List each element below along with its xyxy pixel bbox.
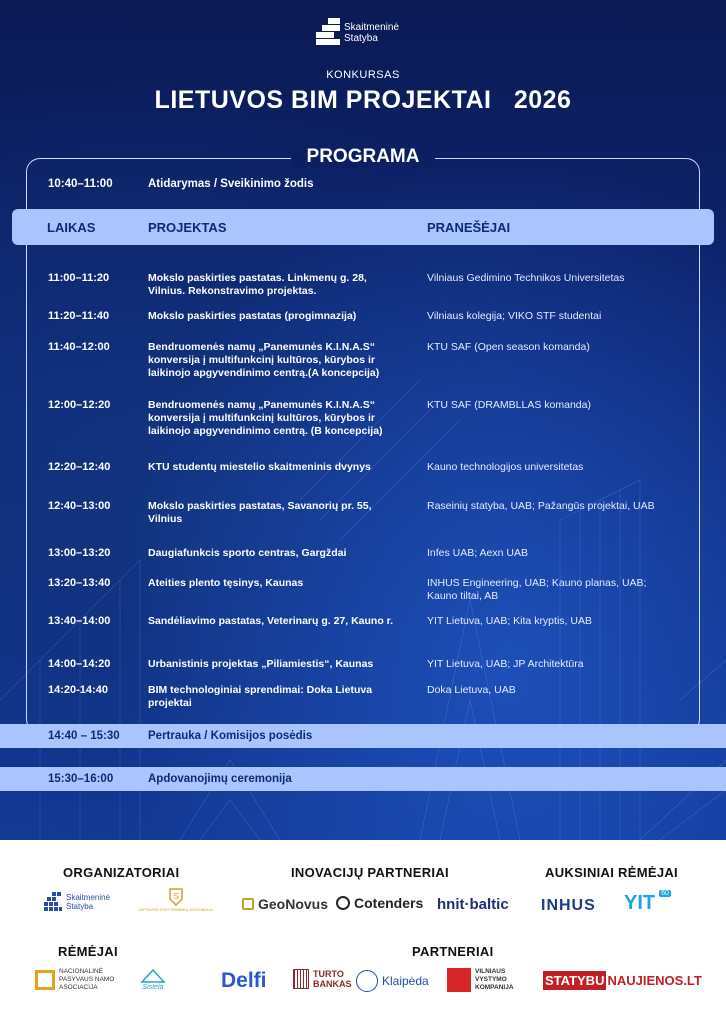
- row-speakers: INHUS Engineering, UAB; Kauno planas, UAB; Kauno tiltai, AB: [427, 577, 647, 602]
- sponsors-section: [0, 840, 726, 1024]
- row-time: 11:00–11:20: [48, 272, 110, 284]
- opening-row: [48, 178, 314, 190]
- row-project: Bendruomenės namų „Panemunės K.I.N.A.S“ konversija į multifunkcinį kultūros, kūrybos ir laikinojo apgyvendinimo centrą.(A koncepcija): [148, 341, 380, 379]
- row-time: 12:00–12:20: [48, 399, 111, 411]
- logo-squares-icon: [316, 18, 340, 48]
- break-band: [0, 724, 726, 748]
- row-time: 13:20–13:40: [48, 577, 111, 589]
- statybu-naujienos-logo: [543, 971, 703, 990]
- brand-line1: Skaitmeninė: [344, 22, 400, 33]
- geonovus-logo: [242, 896, 328, 912]
- delfi-logo: [221, 969, 267, 993]
- row-project: Bendruomenės namų „Panemunės K.I.N.A.S“ konversija į multifunkcinį kultūros, kūrybos ir laikinojo apgyvendinimo centrą. (B koncepcija): [148, 399, 383, 437]
- org-logo1-line2: Statyba: [66, 902, 94, 911]
- naujienos-text: NAUJIENOS.LT: [607, 973, 702, 988]
- turto-mark-icon: [293, 969, 309, 989]
- sistela-logo: [140, 968, 166, 991]
- row-speakers: YIT Lietuva, UAB; JP Architektūra: [427, 658, 584, 670]
- row-time: 13:40–14:00: [48, 615, 111, 627]
- sistela-text: Sistela: [142, 984, 164, 991]
- row-speakers: Infes UAB; Aexn UAB: [427, 547, 528, 559]
- opening-label: Atidarymas / Sveikinimo žodis: [148, 178, 314, 190]
- partners-heading: PARTNERIAI: [412, 944, 494, 959]
- innovation-partners-heading: INOVACIJŲ PARTNERIAI: [291, 865, 449, 880]
- vvk-mark-icon: [447, 968, 471, 992]
- row-project: Daugiafunkcis sporto centras, Gargždai: [148, 547, 347, 559]
- supporters-heading: RĖMĖJAI: [58, 944, 118, 959]
- statybu-text: STATYBU: [545, 973, 605, 988]
- row-time: 12:40–13:00: [48, 500, 111, 512]
- column-speakers: PRANEŠĖJAI: [427, 219, 511, 235]
- hnit-text: hnit·baltic: [437, 896, 509, 913]
- organizers-heading: ORGANIZATORIAI: [63, 865, 180, 880]
- vilniaus-vystymo-kompanija-logo: [447, 968, 514, 992]
- row-project: Mokslo paskirties pastatas (progimnazija): [148, 310, 357, 322]
- org-logo1-line1: Skaitmeninė: [66, 893, 111, 902]
- row-project: Urbanistinis projektas „Piliamiestis“, Kaunas: [148, 658, 374, 670]
- yit-logo: [624, 892, 671, 915]
- svg-text:S: S: [173, 892, 179, 901]
- program-label: PROGRAMA: [291, 146, 435, 168]
- row-project: Mokslo paskirties pastatas, Savanorių pr. 55, Vilnius: [148, 500, 372, 525]
- skaitmenine-statyba-sponsor-logo: [44, 892, 110, 912]
- inhus-text: INHUS: [541, 897, 596, 914]
- geonovus-text: GeoNovus: [258, 896, 329, 912]
- statybininku-asociacija-logo: [138, 888, 214, 912]
- yit-text: YIT: [624, 892, 656, 914]
- vvk-line3: KOMPANIJA: [475, 984, 514, 991]
- row-time: 14:20-14:40: [48, 684, 108, 696]
- npna-line1: NACIONALINĖ: [59, 968, 104, 975]
- brand-line2: Statyba: [344, 33, 378, 44]
- contest-kicker: KONKURSAS: [326, 69, 400, 81]
- table-header: [12, 209, 714, 245]
- logo-squares-icon: [44, 892, 62, 912]
- cotenders-logo: [336, 895, 423, 911]
- row-speakers: Doka Lietuva, UAB: [427, 684, 516, 696]
- inhus-logo: [541, 897, 596, 915]
- vvk-line2: VYSTYMO: [475, 976, 507, 983]
- cotenders-text: Cotenders: [354, 895, 424, 911]
- row-speakers: KTU SAF (Open season komanda): [427, 341, 590, 353]
- gold-sponsors-heading: AUKSINIAI RĖMĖJAI: [545, 865, 678, 880]
- row-time: 12:20–12:40: [48, 461, 111, 473]
- cotenders-mark-icon: [336, 896, 350, 910]
- delfi-text: Delfi: [221, 969, 267, 992]
- npna-line2: PASYVAUS NAMO: [59, 976, 115, 983]
- row-time: 14:00–14:20: [48, 658, 111, 670]
- npna-mark-icon: [35, 970, 55, 990]
- shield-icon: [168, 888, 184, 906]
- row-speakers: Vilniaus Gedimino Technikos Universitetas: [427, 272, 625, 284]
- skaitmenine-statyba-logo: [316, 15, 412, 51]
- klaipeda-logo: [356, 970, 429, 992]
- row-speakers: KTU SAF (DRAMBLLAS komanda): [427, 399, 591, 411]
- pasyvaus-namo-asociacija-logo: [35, 968, 114, 992]
- row-project: Ateities plento tęsinys, Kaunas: [148, 577, 304, 589]
- row-time: 11:20–11:40: [48, 310, 110, 322]
- npna-line3: ASOCIACIJA: [59, 984, 98, 991]
- klaipeda-crest-icon: [356, 970, 378, 992]
- ceremony-time: 15:30–16:00: [48, 773, 114, 785]
- break-time: 14:40 – 15:30: [48, 730, 120, 742]
- column-time: LAIKAS: [47, 219, 96, 235]
- klaipeda-text: Klaipėda: [382, 974, 429, 988]
- ceremony-band: [0, 767, 726, 791]
- break-label: Pertrauka / Komisijos posėdis: [148, 730, 313, 742]
- row-project: KTU studentų miestelio skaitmeninis dvynys: [148, 461, 371, 473]
- org-logo2-text: LIETUVOS STATYBININKŲ ASOCIACIJA: [138, 907, 214, 912]
- turto-bankas-logo: [293, 969, 352, 989]
- opening-time: 10:40–11:00: [48, 178, 113, 190]
- vvk-line1: VILNIAUS: [475, 968, 506, 975]
- row-time: 13:00–13:20: [48, 547, 111, 559]
- row-speakers: Raseinių statyba, UAB; Pažangūs projektai, UAB: [427, 500, 655, 512]
- row-time: 11:40–12:00: [48, 341, 110, 353]
- turto-line2: BANKAS: [313, 979, 352, 989]
- row-project: BIM technologiniai sprendimai: Doka Lietuva projektai: [148, 684, 373, 709]
- ceremony-label: Apdovanojimų ceremonija: [148, 773, 292, 785]
- column-project: PROJEKTAS: [148, 219, 227, 235]
- row-speakers: YIT Lietuva, UAB; Kita kryptis, UAB: [427, 615, 592, 627]
- page-title: LIETUVOS BIM PROJEKTAI 2026: [154, 86, 572, 114]
- row-speakers: Vilniaus kolegija; VIKO STF studentai: [427, 310, 602, 322]
- yit-badge: 60: [661, 890, 669, 897]
- hnit-baltic-logo: [437, 896, 509, 913]
- row-speakers: Kauno technologijos universitetas: [427, 461, 584, 473]
- turto-line1: TURTO: [313, 969, 344, 979]
- row-project: Sandėliavimo pastatas, Veterinarų g. 27, Kauno r.: [148, 615, 394, 627]
- sistela-mark-icon: [140, 968, 166, 984]
- row-project: Mokslo paskirties pastatas. Linkmenų g. 28, Vilnius. Rekonstravimo projektas.: [148, 272, 367, 297]
- geonovus-mark-icon: [242, 898, 254, 910]
